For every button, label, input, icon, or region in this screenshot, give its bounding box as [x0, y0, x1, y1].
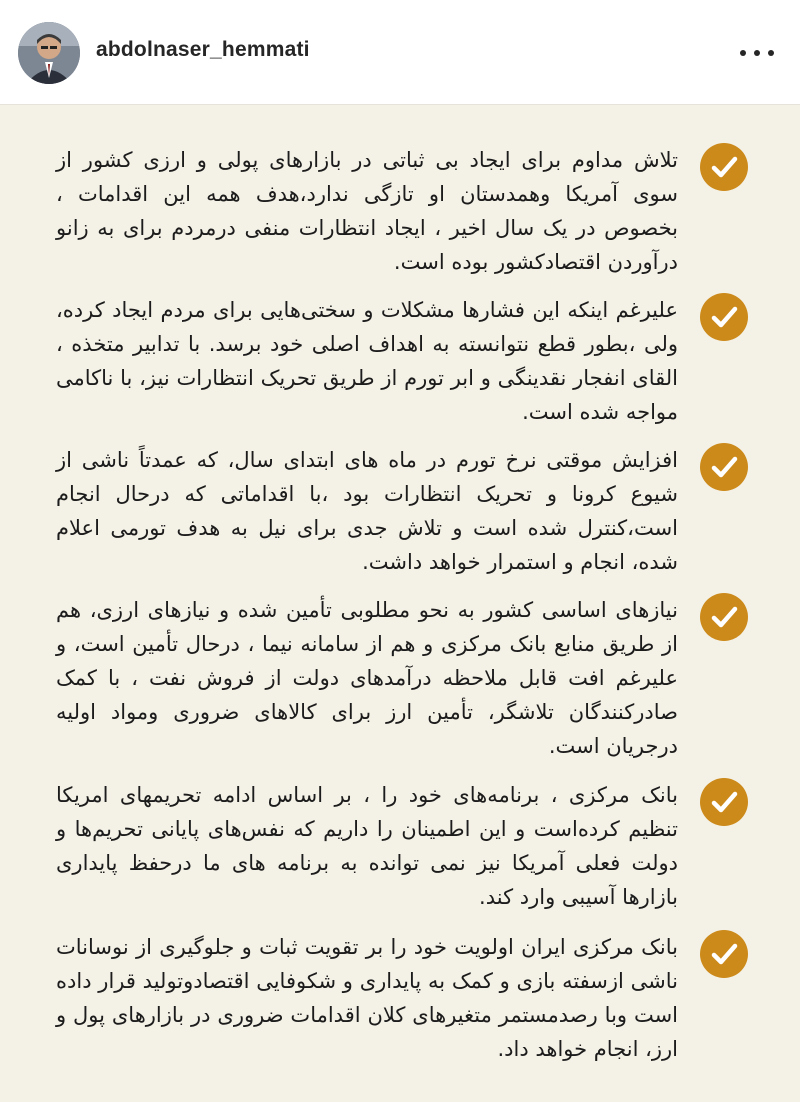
more-dot: [740, 50, 746, 56]
more-dot: [754, 50, 760, 56]
more-options-icon[interactable]: [740, 42, 774, 64]
check-icon: [700, 593, 748, 641]
item-text: نیازهای اساسی کشور به نحو مطلوبی تأمین شده و نیازهای ارزی، هم از طریق منابع بانک مرکزی و هم از سامانه نیما ، درحال تأمین است، و علیرغم افت قابل ملاحظه درآمدهای دولت از فروش نفت ، با کمک صادرکنندگان تلاشگر، تأمین ارز برای کالاهای ضروری ومواد اولیه درجریان است.: [56, 598, 678, 758]
item-text: بانک مرکزی ایران اولویت خود را بر تقویت ثبات و جلوگیری از نوسانات ناشی ازسفته بازی و کمک به پایداری و شکوفایی اقتصادوتولید قرار داده است وبا رصدمستمر متغیرهای کلان اقدامات ضروری در بازارهای پول و ارز، انجام خواهد داد.: [56, 935, 678, 1061]
check-icon: [700, 293, 748, 341]
username[interactable]: abdolnaser_hemmati: [96, 38, 310, 61]
item-text: تلاش مداوم برای ایجاد بی ثباتی در بازارهای پولی و ارزی کشور از سوی آمریکا وهمدستان او تازگی ندارد،هدف همه این اقدامات ، بخصوص در یک سال اخیر ، ایجاد انتظارات منفی درمردم برای به زانو درآوردن اقتصادکشور بوده است.: [56, 148, 678, 274]
item-text: افزایش موقتی نرخ تورم در ماه های ابتدای سال، که عمدتاً ناشی از شیوع کرونا و تحریک انتظارات بود ،با اقداماتی که درحال انجام است،کنترل شده است و تلاش جدی برای نیل به هدف تورمی اعلام شده، انجام و استمرار خواهد داشت.: [56, 448, 678, 574]
item-text: علیرغم اینکه این فشارها مشکلات و سختی‌هایی برای مردم ایجاد کرده، ولی ،بطور قطع نتوانسته به اهداف اصلی خود برسد. با تدابیر متخذه ، القای انفجار نقدینگی و ابر تورم از طریق تحریک انتظارات نیز، با ناکامی مواجه شده است.: [56, 298, 678, 424]
avatar-image: [18, 22, 80, 84]
post-header: [0, 0, 800, 105]
item-text: بانک مرکزی ، برنامه‌های خود را ، بر اساس ادامه تحریمهای امریکا تنظیم کرده‌است و این اطمینان را داریم که نفس‌های پایانی تحریم‌ها و دولت فعلی آمریکا نیز نمی توانده به برنامه های ما درحفظ پایداری بازارها آسیبی وارد کند.: [56, 783, 678, 909]
post-image-content: [0, 105, 800, 1102]
check-icon: [700, 930, 748, 978]
more-dot: [768, 50, 774, 56]
check-icon: [700, 443, 748, 491]
check-icon: [700, 778, 748, 826]
check-icon: [700, 143, 748, 191]
profile-avatar[interactable]: [18, 22, 80, 84]
